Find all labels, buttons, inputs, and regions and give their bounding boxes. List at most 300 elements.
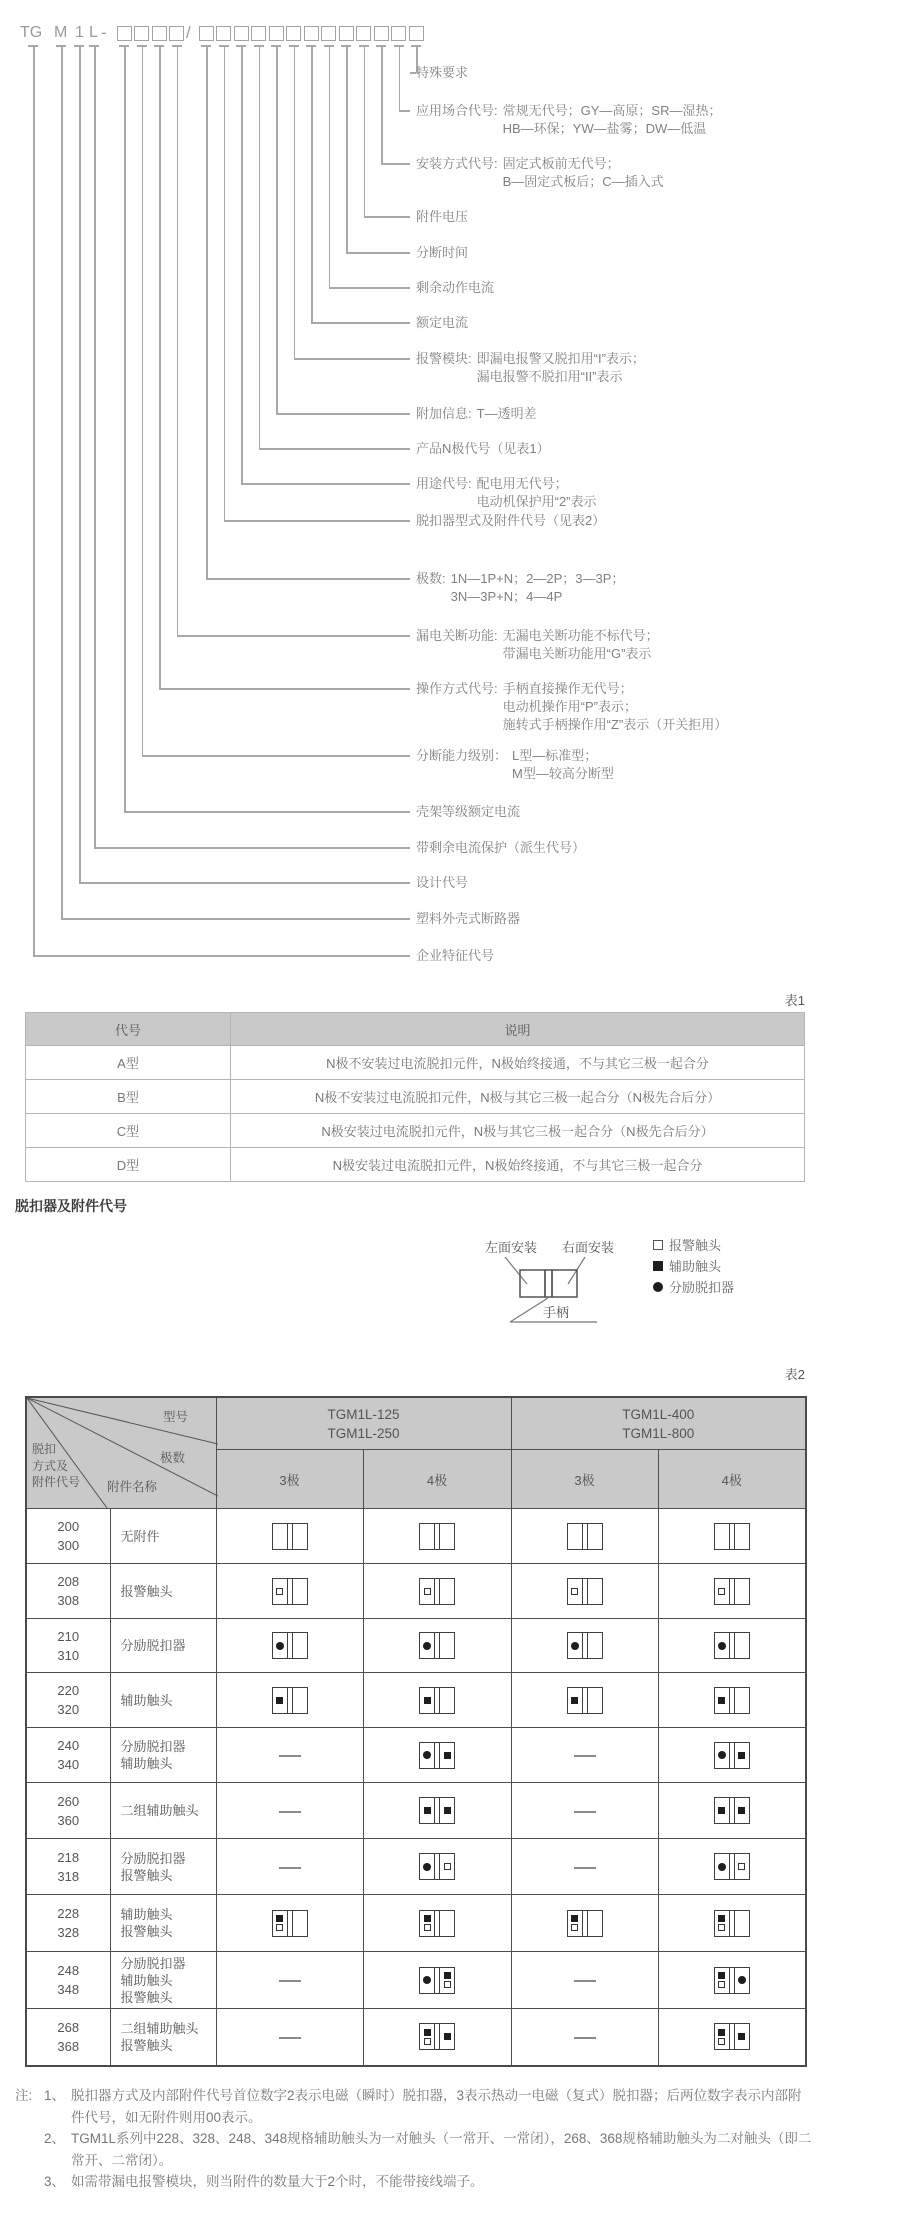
left-compartment bbox=[715, 1798, 729, 1823]
shunt-contact-symbol bbox=[276, 1642, 284, 1650]
shunt-contact-symbol bbox=[718, 1751, 726, 1759]
code-box bbox=[356, 26, 371, 41]
aux-contact-symbol bbox=[424, 1807, 431, 1814]
code-label bbox=[416, 208, 473, 226]
table1-code-cell: A型 bbox=[26, 1046, 231, 1080]
alarm-contact-symbol bbox=[444, 1863, 451, 1870]
symbol-cell bbox=[511, 2009, 658, 2066]
code-label bbox=[416, 64, 473, 82]
right-compartment bbox=[440, 1798, 454, 1823]
breaker-mini-diagram bbox=[567, 1687, 603, 1714]
code-label bbox=[416, 440, 555, 458]
trip-code: 200 bbox=[57, 1519, 80, 1534]
note-number: 2、 bbox=[44, 2131, 66, 2146]
alarm-contact-symbol bbox=[718, 1588, 725, 1595]
symbol-cell bbox=[363, 1619, 511, 1673]
trip-code-cell bbox=[26, 1839, 110, 1895]
aux-contact-symbol bbox=[424, 2029, 431, 2036]
corner-trip-line: 脱扣 bbox=[32, 1442, 57, 1456]
left-compartment bbox=[715, 1911, 729, 1936]
connector-horizontal-line bbox=[94, 847, 410, 849]
legend-label: 辅助触头 bbox=[669, 1259, 722, 1274]
right-compartment bbox=[588, 1911, 602, 1936]
right-compartment bbox=[440, 1854, 454, 1879]
left-compartment bbox=[715, 1743, 729, 1768]
breaker-mini-diagram bbox=[272, 1632, 308, 1659]
not-available-dash bbox=[279, 1867, 301, 1869]
symbol-cell bbox=[363, 1564, 511, 1619]
symbol-cell bbox=[216, 1564, 363, 1619]
trip-code-cell bbox=[26, 1564, 110, 1619]
symbol-cell bbox=[511, 1952, 658, 2009]
table2-corner-cell bbox=[26, 1397, 216, 1509]
aux-contact-symbol bbox=[276, 1697, 283, 1704]
trip-code: 248 bbox=[57, 1963, 80, 1978]
left-compartment bbox=[568, 1524, 582, 1549]
code-letter-M: M bbox=[54, 24, 68, 41]
alarm-contact-symbol bbox=[424, 1924, 431, 1931]
shunt-contact-symbol bbox=[423, 1976, 431, 1984]
corner-trip-line: 方式及 bbox=[32, 1458, 69, 1473]
trip-code: 328 bbox=[57, 1925, 80, 1940]
legend-item bbox=[653, 1234, 734, 1255]
connector-vertical-line bbox=[94, 45, 96, 848]
right-compartment bbox=[588, 1688, 602, 1713]
table1-header-desc: 说明 bbox=[231, 1013, 805, 1046]
accessory-name-line: 分励脱扣器 bbox=[120, 1739, 186, 1754]
trip-code-cell bbox=[26, 1728, 110, 1783]
accessory-name-line: 分励脱扣器 bbox=[120, 1850, 186, 1866]
accessory-name-line: 辅助触头 bbox=[120, 1907, 173, 1922]
shunt-contact-symbol bbox=[653, 1282, 663, 1292]
code-box bbox=[234, 26, 249, 41]
connector-vertical-line bbox=[346, 45, 348, 253]
code-label-desc-line: 配电用无代号； bbox=[476, 476, 568, 491]
model-name: TGM1L-125 bbox=[327, 1406, 400, 1422]
left-compartment bbox=[273, 1579, 287, 1604]
code-label bbox=[416, 405, 537, 423]
code-label-key: 附加信息: bbox=[416, 406, 472, 421]
code-label bbox=[416, 570, 624, 606]
symbol-cell bbox=[658, 2009, 806, 2066]
symbol-cell bbox=[216, 1839, 363, 1895]
handle-strip-box bbox=[545, 1270, 552, 1297]
code-label-key: 应用场合代号: bbox=[416, 103, 498, 118]
code-label-key: 带剩余电流保护（派生代号） bbox=[416, 840, 586, 855]
trip-code: 208 bbox=[57, 1574, 80, 1589]
accessory-name-cell bbox=[110, 1952, 216, 2009]
left-compartment bbox=[420, 2024, 434, 2049]
table2-model-header-row bbox=[26, 1397, 806, 1450]
left-compartment bbox=[420, 1911, 434, 1936]
connector-vertical-line bbox=[311, 45, 313, 323]
left-compartment bbox=[273, 1911, 287, 1936]
corner-poles-label: 极数 bbox=[160, 1451, 186, 1465]
trip-code: 320 bbox=[57, 1702, 80, 1717]
left-compartment bbox=[420, 1688, 434, 1713]
aux-contact-symbol bbox=[276, 1915, 283, 1922]
breaker-mini-diagram bbox=[419, 1853, 455, 1880]
accessory-name-line: 分励脱扣器 bbox=[120, 1955, 186, 1971]
shunt-contact-symbol bbox=[718, 1863, 726, 1871]
code-label-desc-line: 施转式手柄操作用“Z”表示（开关拒用） bbox=[502, 717, 728, 732]
breaker-mini-diagram bbox=[419, 1578, 455, 1605]
symbol-legend bbox=[653, 1234, 734, 1297]
aux-contact-symbol bbox=[571, 1915, 578, 1922]
table1-row bbox=[26, 1148, 805, 1182]
table1-row bbox=[26, 1046, 805, 1080]
symbol-cell bbox=[216, 1509, 363, 1564]
trip-code-cell bbox=[26, 1673, 110, 1728]
connector-vertical-line bbox=[206, 45, 208, 579]
right-compartment bbox=[735, 1798, 749, 1823]
code-label bbox=[416, 102, 721, 138]
accessory-name-cell bbox=[110, 1839, 216, 1895]
left-compartment bbox=[420, 1743, 434, 1768]
aux-contact-symbol bbox=[718, 2029, 725, 2036]
breaker-mini-diagram bbox=[714, 1853, 750, 1880]
code-letter-TG: TG bbox=[20, 24, 43, 41]
alarm-contact-symbol bbox=[276, 1924, 283, 1931]
trip-code: 210 bbox=[57, 1628, 80, 1644]
code-label-desc-line: 手柄直接操作无代号； bbox=[502, 681, 633, 696]
pole-header-cell: 3极 bbox=[511, 1450, 658, 1509]
corner-trip-label bbox=[32, 1441, 80, 1491]
left-compartment bbox=[568, 1911, 582, 1936]
connector-horizontal-line bbox=[311, 322, 410, 324]
accessory-name-line: 无附件 bbox=[120, 1528, 160, 1544]
code-label bbox=[416, 627, 659, 663]
code-box bbox=[321, 26, 336, 41]
symbol-cell bbox=[511, 1895, 658, 1952]
code-label-key: 企业特征代号 bbox=[416, 948, 495, 963]
connector-vertical-line bbox=[159, 45, 161, 689]
table2-row bbox=[26, 2009, 806, 2066]
breaker-mini-diagram bbox=[419, 1910, 455, 1937]
pole-header-cell: 3极 bbox=[216, 1450, 363, 1509]
symbol-cell bbox=[363, 1952, 511, 2009]
symbol-cell bbox=[511, 1509, 658, 1564]
left-compartment bbox=[273, 1524, 287, 1549]
right-compartment bbox=[440, 1524, 454, 1549]
code-box bbox=[199, 26, 214, 41]
right-compartment bbox=[440, 2024, 454, 2049]
note-item bbox=[15, 2128, 813, 2171]
table1 bbox=[25, 1012, 805, 1182]
aux-contact-symbol bbox=[718, 1915, 725, 1922]
symbol-cell bbox=[216, 1728, 363, 1783]
symbol-cell bbox=[658, 1564, 806, 1619]
code-label bbox=[416, 803, 525, 821]
note-prefix: 注: bbox=[15, 2088, 33, 2103]
code-label-desc-line: 即漏电报警又脱扣用“I”表示； bbox=[476, 351, 645, 366]
right-compartment bbox=[735, 1911, 749, 1936]
code-label bbox=[416, 512, 610, 530]
code-box bbox=[409, 26, 424, 41]
code-label-desc-line: M型—较高分断型 bbox=[512, 766, 614, 781]
code-label-desc-line: 固定式板前无代号； bbox=[502, 156, 620, 171]
left-compartment bbox=[420, 1854, 434, 1879]
code-label-key: 安装方式代号: bbox=[416, 156, 498, 171]
connector-vertical-line bbox=[381, 45, 383, 164]
breaker-mini-diagram bbox=[419, 1523, 455, 1550]
not-available-dash bbox=[574, 1811, 596, 1813]
corner-accessory-label: 附件名称 bbox=[107, 1480, 158, 1494]
connector-vertical-line bbox=[177, 45, 179, 636]
handle-label: 手柄 bbox=[543, 1305, 570, 1320]
code-slash-separator: / bbox=[186, 23, 191, 42]
trip-code: 340 bbox=[57, 1757, 80, 1772]
accessory-name-line: 辅助触头 bbox=[120, 1972, 173, 1988]
code-label-key: 额定电流 bbox=[416, 315, 469, 330]
table1-tag: 表1 bbox=[784, 993, 805, 1008]
symbol-cell bbox=[658, 1895, 806, 1952]
aux-contact-symbol bbox=[738, 1807, 745, 1814]
table1-desc-cell: N极安装过电流脱扣元件，N极始终接通，不与其它三极一起合分 bbox=[231, 1148, 805, 1182]
symbol-cell bbox=[363, 1783, 511, 1839]
breaker-mini-diagram bbox=[419, 1967, 455, 1994]
left-compartment bbox=[715, 1633, 729, 1658]
right-compartment bbox=[440, 1579, 454, 1604]
aux-contact-symbol bbox=[653, 1261, 663, 1271]
connector-vertical-line bbox=[79, 45, 81, 883]
code-label-desc bbox=[477, 405, 537, 423]
code-label-desc-line: 常规无代号；GY—高原；SR—湿热； bbox=[502, 103, 722, 118]
symbol-cell bbox=[511, 1783, 658, 1839]
connector-horizontal-line bbox=[329, 287, 411, 289]
right-compartment-box bbox=[552, 1270, 577, 1297]
alarm-contact-symbol bbox=[653, 1240, 663, 1250]
table2-row bbox=[26, 1952, 806, 2009]
note-prefix bbox=[15, 2171, 44, 2193]
code-label bbox=[416, 910, 525, 928]
trip-code-cell bbox=[26, 1509, 110, 1564]
accessory-name-cell bbox=[110, 1619, 216, 1673]
left-compartment bbox=[715, 1968, 729, 1993]
trip-code-cell bbox=[26, 1783, 110, 1839]
connector-vertical-line bbox=[124, 45, 126, 812]
note-item bbox=[15, 2085, 813, 2128]
notes bbox=[15, 2085, 813, 2193]
trip-code: 348 bbox=[57, 1982, 80, 1997]
note-prefix bbox=[15, 2128, 44, 2171]
code-label-desc-line: T—透明差 bbox=[476, 406, 537, 421]
code-label-key: 脱扣器型式及附件代号（见表2） bbox=[416, 513, 606, 528]
note-item bbox=[15, 2171, 813, 2193]
code-box bbox=[169, 26, 184, 41]
symbol-cell bbox=[511, 1839, 658, 1895]
connector-horizontal-line bbox=[346, 252, 410, 254]
note-text: 脱扣器方式及内部附件代号首位数字2表示电磁（瞬时）脱扣器，3表示热动一电磁（复式）脱扣器；后两位数字表示内部附件代号，如无附件则用00表示。 bbox=[71, 2088, 802, 2125]
symbol-cell bbox=[658, 1783, 806, 1839]
not-available-dash bbox=[574, 1867, 596, 1869]
left-compartment bbox=[273, 1633, 287, 1658]
note-number: 3、 bbox=[44, 2174, 66, 2189]
corner-model-label: 型号 bbox=[163, 1410, 189, 1424]
shunt-contact-symbol bbox=[738, 1976, 746, 1984]
shunt-contact-symbol bbox=[423, 1863, 431, 1871]
right-compartment bbox=[735, 1968, 749, 1993]
alarm-contact-symbol bbox=[718, 1924, 725, 1931]
trip-code-cell bbox=[26, 1952, 110, 2009]
breaker-mini-diagram bbox=[419, 1632, 455, 1659]
connector-vertical-line bbox=[241, 45, 243, 484]
code-label-desc-line: 漏电报警不脱扣用“II”表示 bbox=[476, 369, 623, 384]
not-available-dash bbox=[279, 2037, 301, 2039]
accessory-name-cell bbox=[110, 1895, 216, 1952]
alarm-contact-symbol bbox=[276, 1588, 283, 1595]
breaker-mini-diagram bbox=[714, 1687, 750, 1714]
symbol-cell bbox=[658, 1952, 806, 2009]
alarm-contact-symbol bbox=[738, 1863, 745, 1870]
alarm-contact-symbol bbox=[424, 1588, 431, 1595]
trip-code: 310 bbox=[57, 1647, 80, 1663]
breaker-mini-diagram bbox=[714, 1578, 750, 1605]
symbol-cell bbox=[511, 1673, 658, 1728]
code-label-desc bbox=[451, 570, 625, 606]
left-compartment bbox=[420, 1968, 434, 1993]
table1-code-cell: D型 bbox=[26, 1148, 231, 1182]
trip-code: 300 bbox=[57, 1538, 80, 1553]
trip-code: 308 bbox=[57, 1593, 80, 1608]
model-code-diagram bbox=[0, 0, 900, 1000]
table2-row bbox=[26, 1564, 806, 1619]
code-label bbox=[416, 155, 664, 191]
left-compartment bbox=[715, 1524, 729, 1549]
connector-horizontal-line bbox=[33, 955, 410, 957]
code-box bbox=[152, 26, 167, 41]
code-letter-L: L bbox=[89, 24, 98, 41]
alarm-contact-symbol bbox=[424, 2038, 431, 2045]
connector-horizontal-line bbox=[177, 635, 411, 637]
symbol-cell bbox=[511, 1564, 658, 1619]
right-compartment bbox=[735, 1688, 749, 1713]
accessory-name-cell bbox=[110, 2009, 216, 2066]
trip-code: 268 bbox=[57, 2019, 80, 2035]
code-label-desc-line: B—固定式板后；C—插入式 bbox=[502, 174, 664, 189]
code-label bbox=[416, 839, 590, 857]
symbol-cell bbox=[363, 1509, 511, 1564]
code-label-key: 产品N极代号（见表1） bbox=[416, 441, 550, 456]
breaker-mini-diagram bbox=[714, 1797, 750, 1824]
trip-code: 220 bbox=[57, 1683, 80, 1698]
code-label-key: 分断能力级别： bbox=[416, 748, 508, 763]
legend-item bbox=[653, 1276, 734, 1297]
code-label-key: 附件电压 bbox=[416, 209, 469, 224]
table1-header-row bbox=[26, 1013, 805, 1046]
right-compartment bbox=[293, 1911, 307, 1936]
connector-vertical-line bbox=[142, 45, 144, 756]
right-compartment bbox=[735, 1633, 749, 1658]
connector-vertical-line bbox=[61, 45, 63, 919]
code-box bbox=[134, 26, 149, 41]
code-label-key: 极数: bbox=[416, 571, 446, 586]
breaker-mini-diagram bbox=[714, 1632, 750, 1659]
pole-header-cell: 4极 bbox=[658, 1450, 806, 1509]
right-compartment bbox=[735, 1743, 749, 1768]
left-compartment bbox=[273, 1688, 287, 1713]
code-box bbox=[117, 26, 132, 41]
breaker-mini-diagram bbox=[567, 1632, 603, 1659]
symbol-cell bbox=[658, 1728, 806, 1783]
table1-row bbox=[26, 1114, 805, 1148]
connector-horizontal-line bbox=[159, 688, 410, 690]
left-compartment bbox=[420, 1524, 434, 1549]
code-label-desc-line: 电动机操作用“P”表示； bbox=[502, 699, 637, 714]
accessory-name-line: 报警触头 bbox=[120, 1989, 173, 2005]
aux-contact-symbol bbox=[444, 2033, 451, 2040]
connector-horizontal-line bbox=[224, 520, 411, 522]
not-available-dash bbox=[279, 1980, 301, 1982]
table1-row bbox=[26, 1080, 805, 1114]
shunt-contact-symbol bbox=[571, 1642, 579, 1650]
accessory-name-cell bbox=[110, 1728, 216, 1783]
table2-row bbox=[26, 1728, 806, 1783]
code-letter-1: 1 bbox=[75, 24, 84, 41]
not-available-dash bbox=[279, 1811, 301, 1813]
code-label-desc bbox=[477, 475, 597, 511]
table1-code-cell: B型 bbox=[26, 1080, 231, 1114]
right-compartment bbox=[293, 1633, 307, 1658]
note-text: 如需带漏电报警模块，则当附件的数量大于2个时，不能带接线端子。 bbox=[71, 2174, 484, 2189]
model-name: TGM1L-800 bbox=[622, 1425, 695, 1441]
breaker-mini-diagram bbox=[419, 1742, 455, 1769]
code-label-desc bbox=[503, 680, 728, 734]
code-label-desc-line: HB—环保；YW—盐雾；DW—低温 bbox=[502, 121, 707, 136]
corner-trip-line: 附件代号 bbox=[32, 1475, 81, 1489]
right-compartment bbox=[293, 1688, 307, 1713]
model-name: TGM1L-400 bbox=[622, 1406, 695, 1422]
left-compartment bbox=[568, 1633, 582, 1658]
code-label-key: 壳架等级额定电流 bbox=[416, 804, 521, 819]
connector-horizontal-line bbox=[399, 110, 411, 112]
table2-row bbox=[26, 1509, 806, 1564]
accessory-name-line: 辅助触头 bbox=[120, 1692, 173, 1708]
not-available-dash bbox=[574, 2037, 596, 2039]
note-text: TGM1L系列中228、328、248、348规格辅助触头为一对触头（一常开、一常闭），268、368规格辅助触头为二对触头（即二常开、二常闭）。 bbox=[71, 2131, 812, 2168]
code-label bbox=[416, 747, 614, 783]
symbol-cell bbox=[658, 1839, 806, 1895]
code-label-desc-line: L型—标准型； bbox=[512, 748, 598, 763]
code-box bbox=[339, 26, 354, 41]
breaker-mini-diagram bbox=[567, 1523, 603, 1550]
code-label-desc-line: 3N—3P+N；4—4P bbox=[450, 589, 563, 604]
connector-horizontal-line bbox=[259, 448, 411, 450]
code-label-desc-line: 电动机保护用“2”表示 bbox=[476, 494, 597, 509]
breaker-mini-diagram bbox=[714, 1967, 750, 1994]
alarm-contact-symbol bbox=[571, 1588, 578, 1595]
aux-contact-symbol bbox=[444, 1752, 451, 1759]
symbol-cell bbox=[658, 1673, 806, 1728]
connector-horizontal-line bbox=[241, 483, 410, 485]
code-label-desc bbox=[503, 155, 664, 191]
table1-header-code: 代号 bbox=[26, 1013, 231, 1046]
right-compartment bbox=[440, 1968, 454, 1993]
trip-code: 318 bbox=[57, 1868, 80, 1884]
breaker-mini-diagram bbox=[272, 1910, 308, 1937]
aux-contact-symbol bbox=[424, 1915, 431, 1922]
right-compartment bbox=[735, 1524, 749, 1549]
code-label-desc bbox=[503, 102, 722, 138]
accessory-name-line: 二组辅助触头 bbox=[120, 1803, 199, 1818]
accessory-name-line: 报警触头 bbox=[120, 2037, 173, 2053]
aux-contact-symbol bbox=[444, 1807, 451, 1814]
trip-code: 360 bbox=[57, 1812, 80, 1828]
accessory-name-line: 辅助触头 bbox=[120, 1756, 173, 1771]
connector-vertical-line bbox=[399, 45, 401, 111]
right-compartment bbox=[293, 1524, 307, 1549]
alarm-contact-symbol bbox=[718, 1981, 725, 1988]
